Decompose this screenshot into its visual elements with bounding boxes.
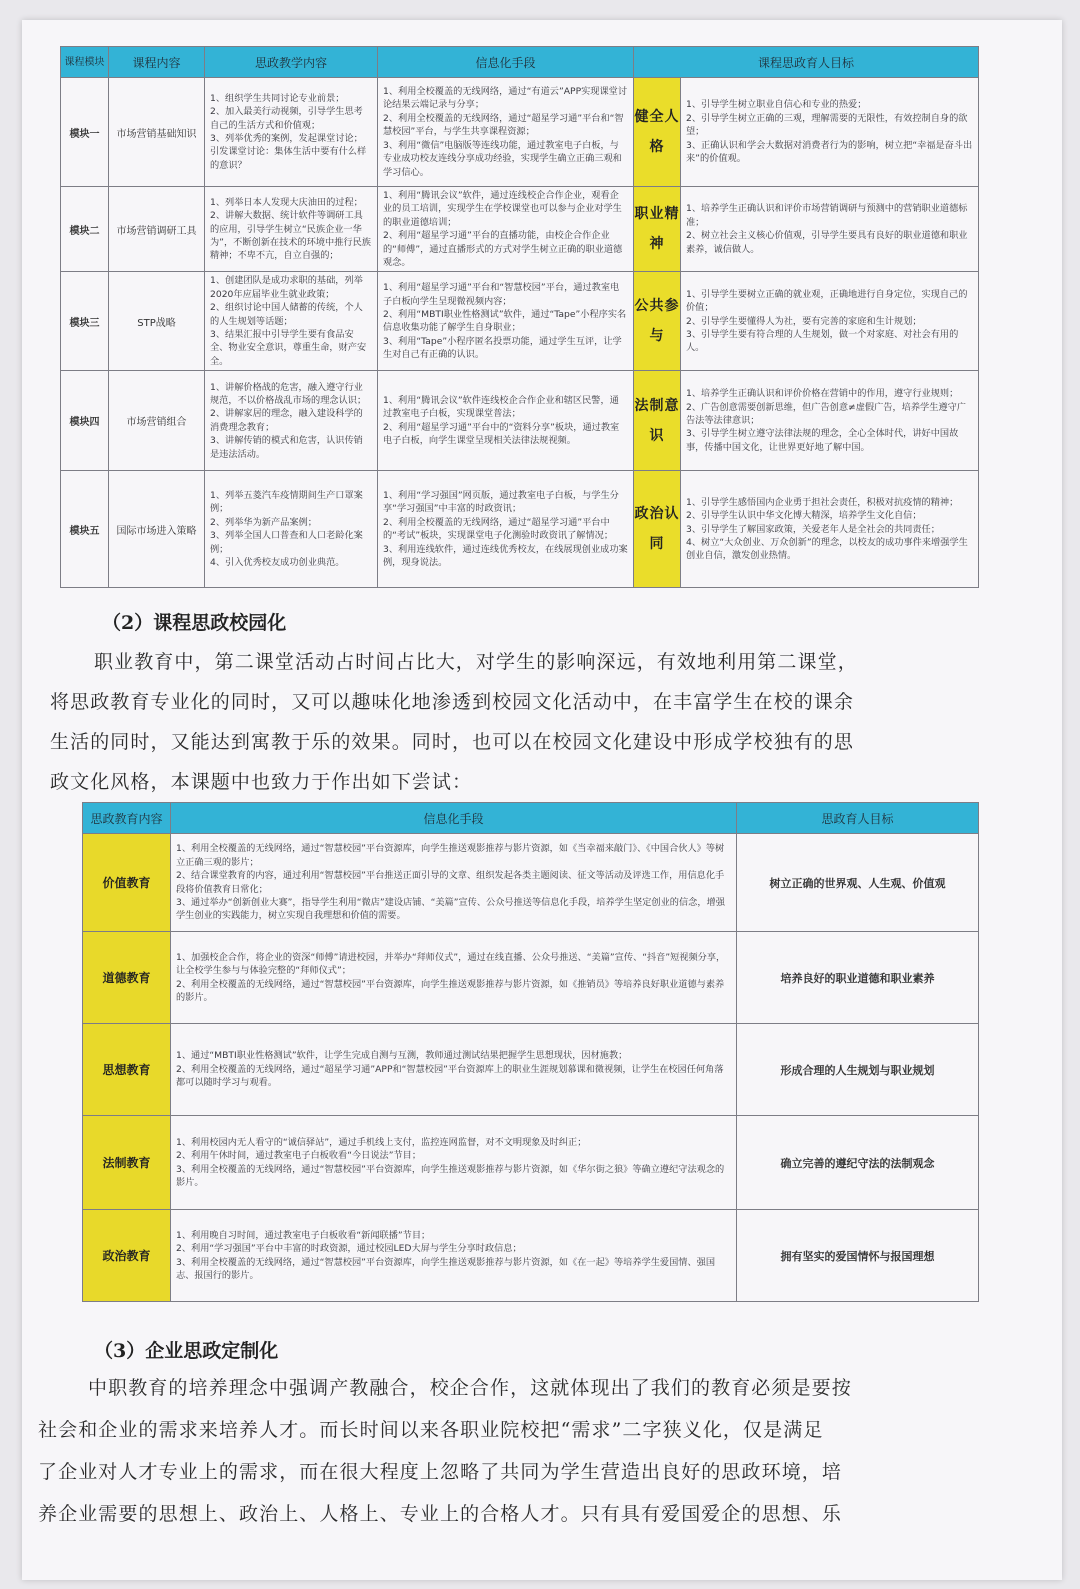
list-item: 2、利用“MBTI职业性格测试”软件，通过“Tape”小程序实名信息收集功能了解学生自身职业； (383, 308, 627, 334)
table-row (61, 471, 979, 588)
list-item: 1、引导学生感悟国内企业勇于担社会责任，积极对抗疫情的精神； (686, 496, 959, 508)
it-cell (171, 1210, 737, 1302)
list-item: 2、引导学生要懂得人为社，要有完善的家庭和生计规划； (686, 315, 922, 327)
module-cell: 模块四 (61, 371, 109, 471)
list-item: 2、利用全校覆盖的无线网络，通过“智慧校园”平台资源库，向学生推送观影推荐与影片资源，如《推销员》等培养良好职业道德与素养的影片。 (176, 978, 725, 1003)
sz-cell (205, 78, 378, 187)
list-item: 1、创建团队是成功求职的基础，列举2020年应届毕业生就业政策； (210, 275, 363, 300)
content-cell: 市场营销基础知识 (109, 78, 205, 187)
table-row (83, 932, 979, 1024)
list-item: 1、利用“腾讯会议”软件，通过连线校企合作企业，观看企业的员工培训，实现学生在学校课堂也可以参与企业对学生的职业道德培训； (383, 190, 622, 228)
list-item: 2、讲解大数据、统计软件等调研工具的应用，引导学生树立“民族企业一华为”，不断创新在技术的环境中推行民族精神；不卑不亢，自立自强的； (210, 210, 371, 262)
edu-label: 道德教育 (83, 932, 171, 1024)
list-item: 2、组织讨论中国人储蓄的传统，个人的人生规划等话题； (210, 302, 363, 327)
goal-cell (681, 78, 979, 187)
module-cell: 模块二 (61, 187, 109, 272)
header-goal: 课程思政育人目标 (634, 47, 979, 78)
list-item: 2、广告创意需要创新思维，但广告创意≠虚假广告，培养学生遵守广告法等法律意识； (686, 401, 966, 427)
paragraph-line: 中职教育的培养理念中强调产教融合，校企合作，这就体现出了我们的教育必须是要按 (88, 1377, 852, 1399)
content-cell: 市场营销调研工具 (109, 187, 205, 272)
it-cell (378, 471, 634, 588)
it-cell (378, 272, 634, 371)
list-item: 3、引导学生树立遵守法律法规的理念，全心全体时代，讲好中国故事，传播中国文化，让世界更好地了解中国。 (686, 428, 959, 453)
it-cell (171, 834, 737, 932)
table-row (83, 1024, 979, 1116)
list-item: 2、引导学生认识中华文化博大精深，培养学生文化自信； (686, 510, 922, 522)
list-item: 3、利用全校覆盖的无线网络，通过“智慧校园”平台资源库，向学生推送观影推荐与影片资源，如《在一起》等培养学生爱国情、强国志、报国行的影片。 (176, 1256, 716, 1281)
list-item: 1、组织学生共同讨论专业前景； (210, 92, 345, 104)
module-cell: 模块一 (61, 78, 109, 187)
edu-label: 政治教育 (83, 1210, 171, 1302)
list-item: 2、加入最美行动视频，引导学生思考自己的生活方式和价值观； (210, 106, 363, 131)
goal-label: 公共参与 (634, 272, 681, 371)
header-goal: 思政育人目标 (737, 803, 979, 834)
curriculum-table-header (61, 47, 979, 78)
table-row (61, 371, 979, 471)
paragraph-line: 养企业需要的思想上、政治上、人格上、专业上的合格人才。只有具有爱国爱企的思想、乐 (38, 1503, 843, 1525)
curriculum-table (60, 46, 979, 588)
paragraph-line: 职业教育中，第二课堂活动占时间占比大，对学生的影响深远，有效地利用第二课堂， (94, 651, 858, 673)
campus-table (82, 802, 979, 1302)
header-it-means: 信息化手段 (378, 47, 634, 78)
list-item: 1、培养学生正确认识和评价市场营销调研与预测中的营销职业道德标准； (686, 203, 968, 228)
table-row (83, 1116, 979, 1210)
list-item: 3、结果汇报中引导学生要有食品安全、物业安全意识，尊重生命，财产安全。 (210, 329, 367, 367)
list-item: 1、利用“学习强国”网页版，通过教室电子白板，与学生分享“学习强国”中丰富的时政资讯； (383, 490, 619, 515)
section-heading: （2）课程思政校园化 (102, 612, 287, 634)
list-item: 3、利用连线软件，通过连线优秀校友，在线展现创业成功案例，现身说法。 (383, 543, 628, 569)
list-item: 1、利用“腾讯会议”软件连线校企合作企业和辖区民警，通过教室电子白板，实现课堂普法； (383, 394, 619, 420)
list-item: 1、利用全校覆盖的无线网络，通过“智慧校园”平台资源库，向学生推送观影推荐与影片资源，如《当幸福来敲门》、《中国合伙人》等树立正确三观的影片； (176, 843, 725, 868)
list-item: 3、引导学生了解国家政策，关爱老年人是全社会的共同责任； (686, 523, 940, 535)
table-row (61, 272, 979, 371)
list-item: 1、列举日本人发现大庆油田的过程； (210, 196, 363, 208)
goal-label: 政治认同 (634, 471, 681, 588)
list-item: 2、利用全校覆盖的无线网络，通过“超星学习通”APP和“智慧校园”平台资源库上的职业生涯规划慕课和微视频，让学生在校园任何角落都可以随时学习与观看。 (176, 1063, 724, 1089)
list-item: 1、通过“MBTI职业性格测试”软件，让学生完成自测与互测，教师通过测试结果把握学生思想现状，因材施教； (176, 1050, 628, 1062)
list-item: 3、列举优秀的案例，发起课堂讨论；引发课堂讨论：集体生活中要有什么样的意识？ (210, 133, 367, 171)
it-cell (378, 187, 634, 272)
list-item: 1、培养学生正确认识和评价价格在营销中的作用，遵守行业规则； (686, 388, 959, 400)
list-item: 2、树立社会主义核心价值观，引导学生要具有良好的职业道德和职业素养，诚信做人。 (686, 230, 968, 255)
module-cell: 模块五 (61, 471, 109, 588)
it-cell (171, 1024, 737, 1116)
sz-cell (205, 471, 378, 588)
list-item: 4、树立“大众创业、万众创新”的理念，以校友的成功事件来增强学生创业自信，激发创业热情。 (686, 536, 968, 562)
list-item: 1、列举五菱汽车疫情期间生产口罩案例； (210, 490, 363, 515)
goal-label: 法制意识 (634, 371, 681, 471)
list-item: 1、利用晚自习时间，通过教室电子白板收看“新闻联播”节目； (176, 1229, 431, 1241)
sz-cell (205, 187, 378, 272)
list-item: 3、通过举办“创新创业大赛”，指导学生利用“微店”建设店铺、“美篇”宣传、公众号推送等信息化手段，培养学生坚定创业的信念，增强学生创业的实践能力，树立实现自我理想和价值的需要。 (176, 896, 725, 922)
table-row (61, 78, 979, 187)
list-item: 3、正确认识和学会大数据对消费者行为的影响，树立把“幸福是奋斗出来”的价值观。 (686, 139, 973, 165)
paragraph-line: 了企业对人才专业上的需求，而在很大程度上忽略了共同为学生营造出良好的思政环境，培 (38, 1461, 843, 1483)
edu-label: 价值教育 (83, 834, 171, 932)
list-item: 3、讲解传销的模式和危害，认识传销是违法活动。 (210, 435, 363, 460)
list-item: 2、利用“超星学习通”平台中的“资料分享”板块，通过教室电子白板，向学生课堂呈现相关法律法规视频。 (383, 421, 620, 447)
list-item: 2、列举华为新产品案例； (210, 516, 317, 528)
goal-cell (681, 471, 979, 588)
list-item: 1、加强校企合作，将企业的资深“师傅”请进校园，并举办“拜师仪式”，通过在线直播、公众号推送、“美篇”宣传、“抖音”短视频分享，让全校学生参与与体验完整的“拜师仪式”； (176, 951, 726, 977)
it-cell (378, 78, 634, 187)
paragraph-line: 将思政教育专业化的同时，又可以趣味化地渗透到校园文化活动中，在丰富学生在校的课余 (50, 691, 855, 713)
list-item: 1、引导学生要树立正确的就业观，正确地进行自身定位，实现自己的价值； (686, 288, 968, 314)
goal-cell: 培养良好的职业道德和职业素养 (737, 932, 979, 1024)
table-row (61, 187, 979, 272)
header-sz-content: 思政教育内容 (83, 803, 171, 834)
module-cell: 模块三 (61, 272, 109, 371)
goal-cell: 形成合理的人生规划与职业规划 (737, 1024, 979, 1116)
goal-cell (681, 371, 979, 471)
edu-label: 法制教育 (83, 1116, 171, 1210)
header-it-means: 信息化手段 (171, 803, 737, 834)
header-content: 课程内容 (109, 47, 205, 78)
goal-cell (681, 187, 979, 272)
goal-cell: 拥有坚实的爱国情怀与报国理想 (737, 1210, 979, 1302)
campus-table-header (83, 803, 979, 834)
header-sz-content: 思政教学内容 (205, 47, 378, 78)
list-item: 3、利用全校覆盖的无线网络，通过“智慧校园”平台资源库，向学生推送观影推荐与影片资源，如《华尔街之狼》等确立遵纪守法观念的影片。 (176, 1163, 725, 1188)
table-row (83, 1210, 979, 1302)
it-cell (378, 371, 634, 471)
list-item: 1、引导学生树立职业自信心和专业的热爱； (686, 99, 867, 111)
list-item: 4、引入优秀校友成功创业典范。 (210, 557, 345, 569)
it-cell (171, 1116, 737, 1210)
sz-cell (205, 272, 378, 371)
goal-cell: 确立完善的遵纪守法的法制观念 (737, 1116, 979, 1210)
list-item: 1、利用全校覆盖的无线网络，通过“有道云”APP实现课堂讨论结果云端记录与分享； (383, 86, 628, 111)
paragraph-line: 政文化风格，本课题中也致力于作出如下尝试： (50, 771, 473, 793)
paragraph-line: 社会和企业的需求来培养人才。而长时间以来各职业院校把“需求”二字狭义化，仅是满足 (38, 1419, 824, 1441)
list-item: 2、引导学生树立正确的三观，理解需要的无限性，有效控制自身的欲望； (686, 112, 968, 138)
edu-label: 思想教育 (83, 1024, 171, 1116)
list-item: 2、利用午休时间，通过教室电子白板收看“今日说法”节目； (176, 1150, 422, 1162)
content-cell: 国际市场进入策略 (109, 471, 205, 588)
section-heading: （3）企业思政定制化 (94, 1340, 279, 1362)
list-item: 2、利用“学习强国”平台中丰富的时政资源，通过校园LED大屏与学生分享时政信息； (176, 1243, 522, 1255)
table-row (83, 834, 979, 932)
list-item: 3、引导学生要有符合理的人生规划，做一个对家庭、对社会有用的人。 (686, 329, 959, 354)
list-item: 3、利用“Tape”小程序匿名投票功能，通过学生互评，让学生对自己有正确的认识。 (383, 335, 622, 361)
content-cell: 市场营销组合 (109, 371, 205, 471)
list-item: 1、讲解价格战的危害，融入遵守行业规范，不以价格战乱市场的理念认识； (210, 381, 367, 406)
goal-cell: 树立正确的世界观、人生观、价值观 (737, 834, 979, 932)
list-item: 1、利用校园内无人看守的“诚信驿站”，通过手机线上支付，监控连网监督，对不文明现象及时纠正； (176, 1136, 587, 1148)
list-item: 2、利用“超星学习通”平台的直播功能，由校企合作企业的“师傅”，通过直播形式的方式对学生树立正确的职业道德观念。 (383, 230, 623, 269)
list-item: 3、利用“微信”电脑版等连线功能，通过教室电子白板，与专业成功校友连线分享成功经验，实现学生确立正确三观和学习信心。 (383, 139, 622, 178)
content-cell: STP战略 (109, 272, 205, 371)
document-page (22, 20, 1062, 1580)
list-item: 2、结合课堂教育的内容，通过利用“智慧校园”平台推送正面引导的文章、组织发起各类主题阅读、征文等活动及评选工作，用信息化手段将价值教育日常化； (176, 870, 725, 895)
list-item: 2、讲解家居的理念，融入建设科学的消费理念教育； (210, 408, 363, 433)
list-item: 2、利用全校覆盖的无线网络，通过“超星学习通”平台和“智慧校园”平台，与学生共享课程资源； (383, 112, 624, 138)
sz-cell (205, 371, 378, 471)
list-item: 1、利用“超星学习通”平台和“智慧校园”平台，通过教室电子白板向学生呈现微视频内容； (383, 282, 620, 307)
header-module: 课程模块 (61, 47, 109, 78)
list-item: 2、利用全校覆盖的无线网络，通过“超星学习通”平台中的“考试”板块，实现课堂电子化测验时政资讯了解情况； (383, 516, 614, 542)
goal-cell (681, 272, 979, 371)
goal-label: 职业精神 (634, 187, 681, 272)
paragraph-line: 生活的同时，又能达到寓教于乐的效果。同时，也可以在校园文化建设中形成学校独有的思 (50, 731, 855, 753)
list-item: 3、列举全国人口普查和人口老龄化案例； (210, 530, 363, 555)
it-cell (171, 932, 737, 1024)
goal-label: 健全人格 (634, 78, 681, 187)
